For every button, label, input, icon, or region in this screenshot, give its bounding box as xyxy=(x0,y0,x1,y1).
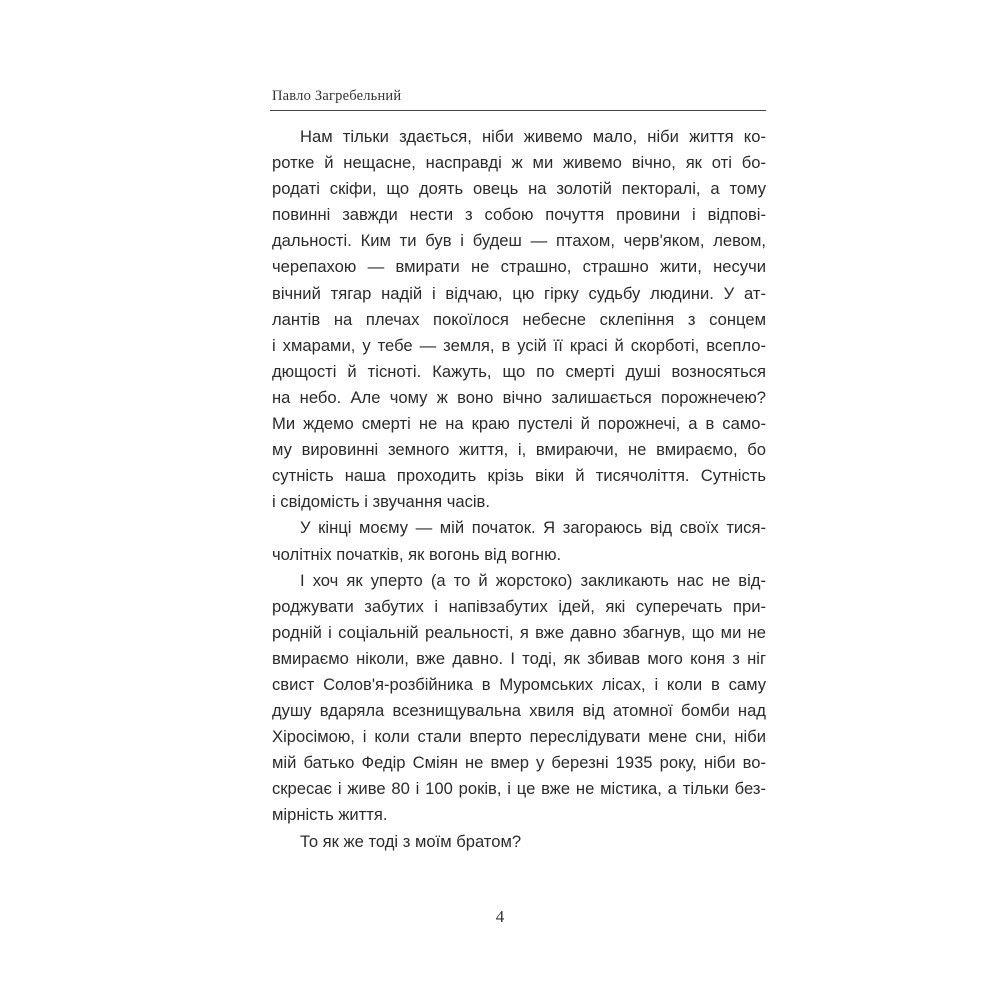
text-line: свист Солов'я-розбійника в Муромських лісах, і коли в саму xyxy=(272,674,766,694)
text-line: мій батько Федір Сміян не вмер у березні 1935 року, ніби во- xyxy=(272,753,766,773)
text-line: повинні завжди нести з собою почуття провини і відпові- xyxy=(272,205,766,225)
text-line: лантів на плечах покоїлося небесне склепіння з сонцем xyxy=(272,309,766,329)
paragraph xyxy=(272,568,766,829)
header-rule xyxy=(270,110,766,111)
text-line: То як же тоді з моїм братом? xyxy=(300,831,522,851)
paragraph xyxy=(272,124,766,515)
text-line: Хіросімою, і коли стали вперто переслідувати мене сни, ніби xyxy=(272,727,766,747)
text-line: вічний тягар надій і відчаю, цю гірку судьбу людини. У ат- xyxy=(272,283,766,303)
body-text xyxy=(272,124,766,855)
text-line: скресає і живе 80 і 100 років, і це вже не містика, а тільки без- xyxy=(272,779,766,799)
running-head-author: Павло Загребельний xyxy=(272,88,402,104)
paragraph xyxy=(272,829,766,855)
text-line: Нам тільки здається, ніби живемо мало, ніби життя ко- xyxy=(300,127,766,146)
text-line: чолітніх початків, як вогонь від вогню. xyxy=(272,544,562,564)
text-line: черепахою — вмирати не страшно, страшно жити, несучи xyxy=(272,257,766,277)
text-line: дющості й тісноті. Кажуть, що по смерті душі возносяться xyxy=(272,361,766,381)
text-line: родній і соціальній реальності, я вже давно збагнув, що ми не xyxy=(272,622,766,642)
page-number: 4 xyxy=(495,907,505,926)
text-line: вмираємо ніколи, вже давно. І тоді, як збивав мого коня з ніг xyxy=(272,648,766,668)
text-line: му вировинні земного життя, і, вмираючи, не вмираємо, бо xyxy=(272,440,766,460)
text-line: роджувати забутих і напівзабутих ідей, які суперечать при- xyxy=(272,596,766,616)
text-line: ротке й нещасне, насправді ж ми живемо вічно, як оті бо- xyxy=(272,153,766,173)
text-line: І хоч як уперто (а то й жорстоко) закликають нас не від- xyxy=(300,570,766,590)
text-line: і хмарами, у тебе — земля, в усій її красі й скорботі, всепло- xyxy=(272,335,766,355)
text-line: дальності. Ким ти був і будеш — птахом, черв'яком, левом, xyxy=(272,231,766,251)
text-line: У кінці моєму — мій початок. Я загораюсь від своїх тися- xyxy=(300,518,766,538)
text-line: на небо. Але чому ж воно вічно залишається порожнечею? xyxy=(272,387,766,407)
text-line: сутність наша проходить крізь віки й тисячоліття. Сутність xyxy=(272,466,766,486)
text-line: родаті скіфи, що доять овець на золотій пекторалі, а тому xyxy=(272,179,766,199)
text-line: і свідомість і звучання часів. xyxy=(272,492,490,512)
paragraph xyxy=(272,515,766,567)
text-line: душу вдаряла всезнищувальна хвиля від атомної бомби над xyxy=(272,701,766,721)
text-line: мірність життя. xyxy=(272,805,388,825)
text-line: Ми ждемо смерті не на краю пустелі й порожнечі, а в само- xyxy=(272,414,766,434)
